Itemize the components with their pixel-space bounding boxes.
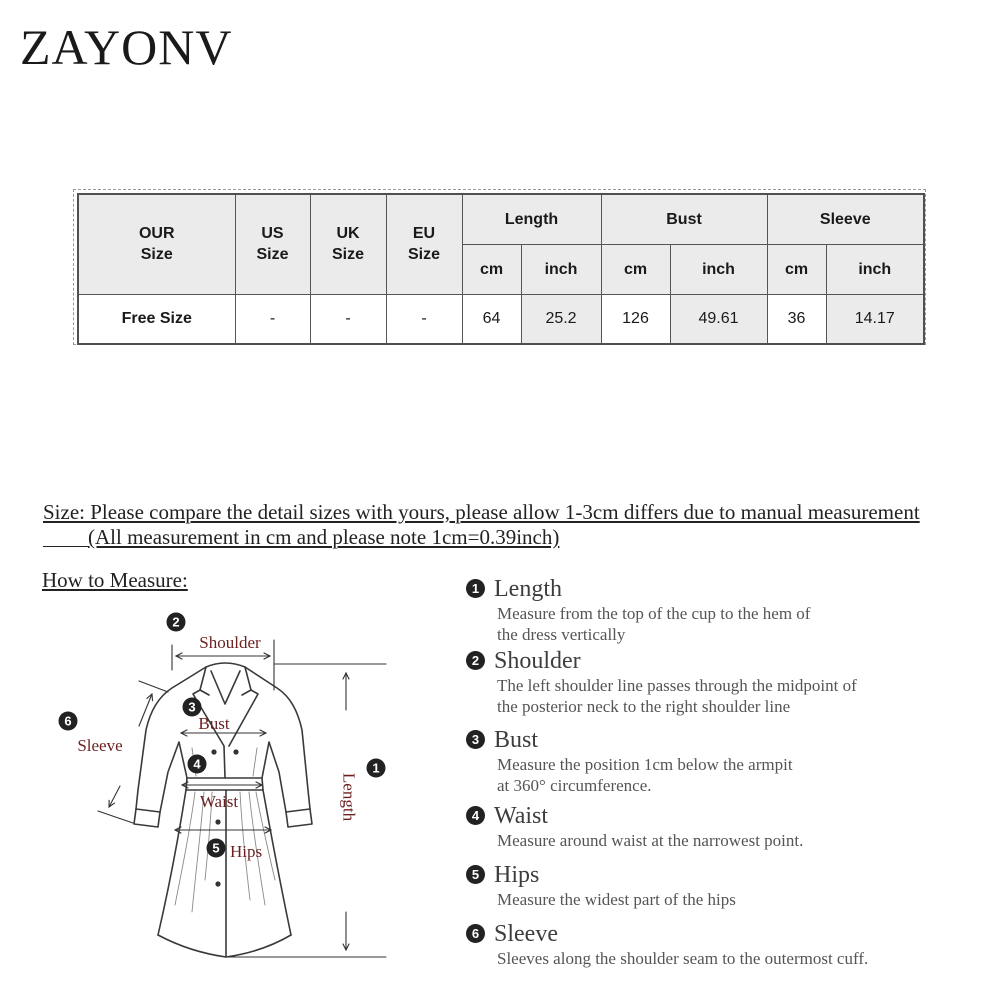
- cell-bust-cm: 126: [601, 294, 670, 344]
- marker-number: 4: [193, 756, 201, 772]
- number-badge: 4: [466, 806, 485, 825]
- right-lapel: [229, 667, 258, 746]
- cell-length-inch: 25.2: [521, 294, 601, 344]
- sleeve-tick-bottom: [98, 811, 133, 823]
- marker-hips: [207, 839, 226, 858]
- pleat-line: [175, 792, 195, 905]
- right-lapel-notch: [242, 690, 251, 695]
- figure-label-shoulder: Shoulder: [199, 633, 261, 652]
- measure-item-description: Measure the widest part of the hips: [497, 890, 736, 909]
- marker-number: 1: [372, 760, 380, 776]
- inner-neck: [211, 671, 240, 704]
- brand-logo: ZAYONV: [20, 19, 233, 75]
- size-note: Size: Please compare the detail sizes with yours, please allow 1-3cm differs due to manual measurement: [43, 500, 920, 524]
- measure-item-title: Length: [494, 576, 562, 602]
- cell-length-cm: 64: [462, 294, 521, 344]
- figure-label-sleeve: Sleeve: [77, 736, 123, 755]
- skirt-hem: [158, 935, 291, 957]
- bodice-gather: [253, 748, 257, 776]
- measurement-note: [43, 525, 559, 550]
- measure-item-description: Sleeves along the shoulder seam to the outermost cuff.: [497, 949, 869, 968]
- measure-item-description: Measure from the top of the cup to the hem of the dress vertically: [497, 604, 811, 644]
- button-dot: [215, 819, 220, 824]
- button-dot: [215, 881, 220, 886]
- cell-our-size: Free Size: [78, 294, 235, 344]
- cell-bust-inch: 49.61: [670, 294, 767, 344]
- left-inner-arm: [160, 742, 187, 812]
- header-sleeve: Sleeve: [767, 194, 924, 244]
- button-dot: [211, 749, 216, 754]
- number-badge: 3: [466, 730, 485, 749]
- collar: [206, 663, 245, 667]
- measure-item-sleeve: [466, 922, 976, 986]
- marker-length: [367, 759, 386, 778]
- sleeve-arrow-down: [109, 786, 120, 807]
- number-badge: 1: [466, 579, 485, 598]
- marker-shoulder: [167, 613, 186, 632]
- measure-item-hips: [466, 863, 976, 927]
- header-uk-size: UK Size: [310, 194, 386, 294]
- how-to-measure-title: How to Measure:: [42, 568, 188, 592]
- marker-waist: [188, 755, 207, 774]
- cell-sleeve-inch: 14.17: [826, 294, 924, 344]
- cell-eu-size: -: [386, 294, 462, 344]
- marker-sleeve: [59, 712, 78, 731]
- number-badge: 2: [466, 651, 485, 670]
- measure-item-shoulder: [466, 648, 976, 716]
- header-us-size: US Size: [235, 194, 310, 294]
- marker-number: 5: [212, 840, 220, 856]
- marker-bust: [183, 698, 202, 717]
- measure-item-title: Sleeve: [494, 921, 558, 947]
- figure-label-waist: Waist: [199, 792, 239, 811]
- dress-measurement-illustration: [40, 600, 400, 970]
- left-sleeve-outline: [136, 667, 206, 809]
- figure-label-length: Length: [339, 772, 359, 822]
- measure-item-title: Waist: [494, 803, 549, 829]
- skirt-left-side: [158, 790, 186, 935]
- header-length: Length: [462, 194, 601, 244]
- figure-label-bust: Bust: [198, 714, 230, 733]
- right-sleeve-outline: [245, 667, 310, 809]
- table-row: [78, 294, 924, 344]
- measure-item-length: [466, 576, 976, 644]
- header-length-cm: cm: [462, 244, 521, 294]
- header-bust-cm: cm: [601, 244, 670, 294]
- belt: [186, 778, 263, 790]
- measure-item-bust: [466, 727, 976, 795]
- header-our-size: OUR Size: [78, 194, 235, 294]
- measure-item-description: Measure the position 1cm below the armpit at 360° circumference.: [497, 755, 793, 795]
- measure-item-title: Bust: [494, 727, 539, 753]
- sleeve-arrow-up: [139, 694, 152, 726]
- number-badge: 6: [466, 924, 485, 943]
- measure-item-title: Hips: [494, 862, 540, 888]
- cell-sleeve-cm: 36: [767, 294, 826, 344]
- measurement-note-text: (All measurement in cm and please note 1cm=0.39inch): [88, 525, 560, 549]
- measure-item-description: The left shoulder line passes through the midpoint of the posterior neck to the right shoulder line: [497, 676, 857, 716]
- cell-uk-size: -: [310, 294, 386, 344]
- measure-item-description: Measure around waist at the narrowest point.: [497, 831, 804, 850]
- figure-label-hips: Hips: [229, 842, 263, 861]
- sleeve-tick-top: [139, 681, 168, 692]
- header-bust: Bust: [601, 194, 767, 244]
- left-cuff: [134, 809, 160, 827]
- cell-us-size: -: [235, 294, 310, 344]
- size-table: [77, 193, 925, 345]
- right-cuff: [286, 809, 312, 827]
- figure-labels: [77, 633, 358, 861]
- front-placket: [224, 746, 225, 778]
- underline-lead: [43, 546, 88, 547]
- number-badge: 5: [466, 865, 485, 884]
- measure-item-waist: [466, 804, 976, 868]
- header-eu-size: EU Size: [386, 194, 462, 294]
- marker-number: 2: [172, 614, 180, 630]
- header-bust-inch: inch: [670, 244, 767, 294]
- header-length-inch: inch: [521, 244, 601, 294]
- header-sleeve-inch: inch: [826, 244, 924, 294]
- button-dot: [233, 749, 238, 754]
- left-lapel-notch: [200, 690, 209, 695]
- measure-item-title: Shoulder: [494, 648, 581, 674]
- marker-number: 3: [188, 699, 196, 715]
- header-sleeve-cm: cm: [767, 244, 826, 294]
- table-header-row: [78, 194, 924, 244]
- marker-number: 6: [64, 713, 72, 729]
